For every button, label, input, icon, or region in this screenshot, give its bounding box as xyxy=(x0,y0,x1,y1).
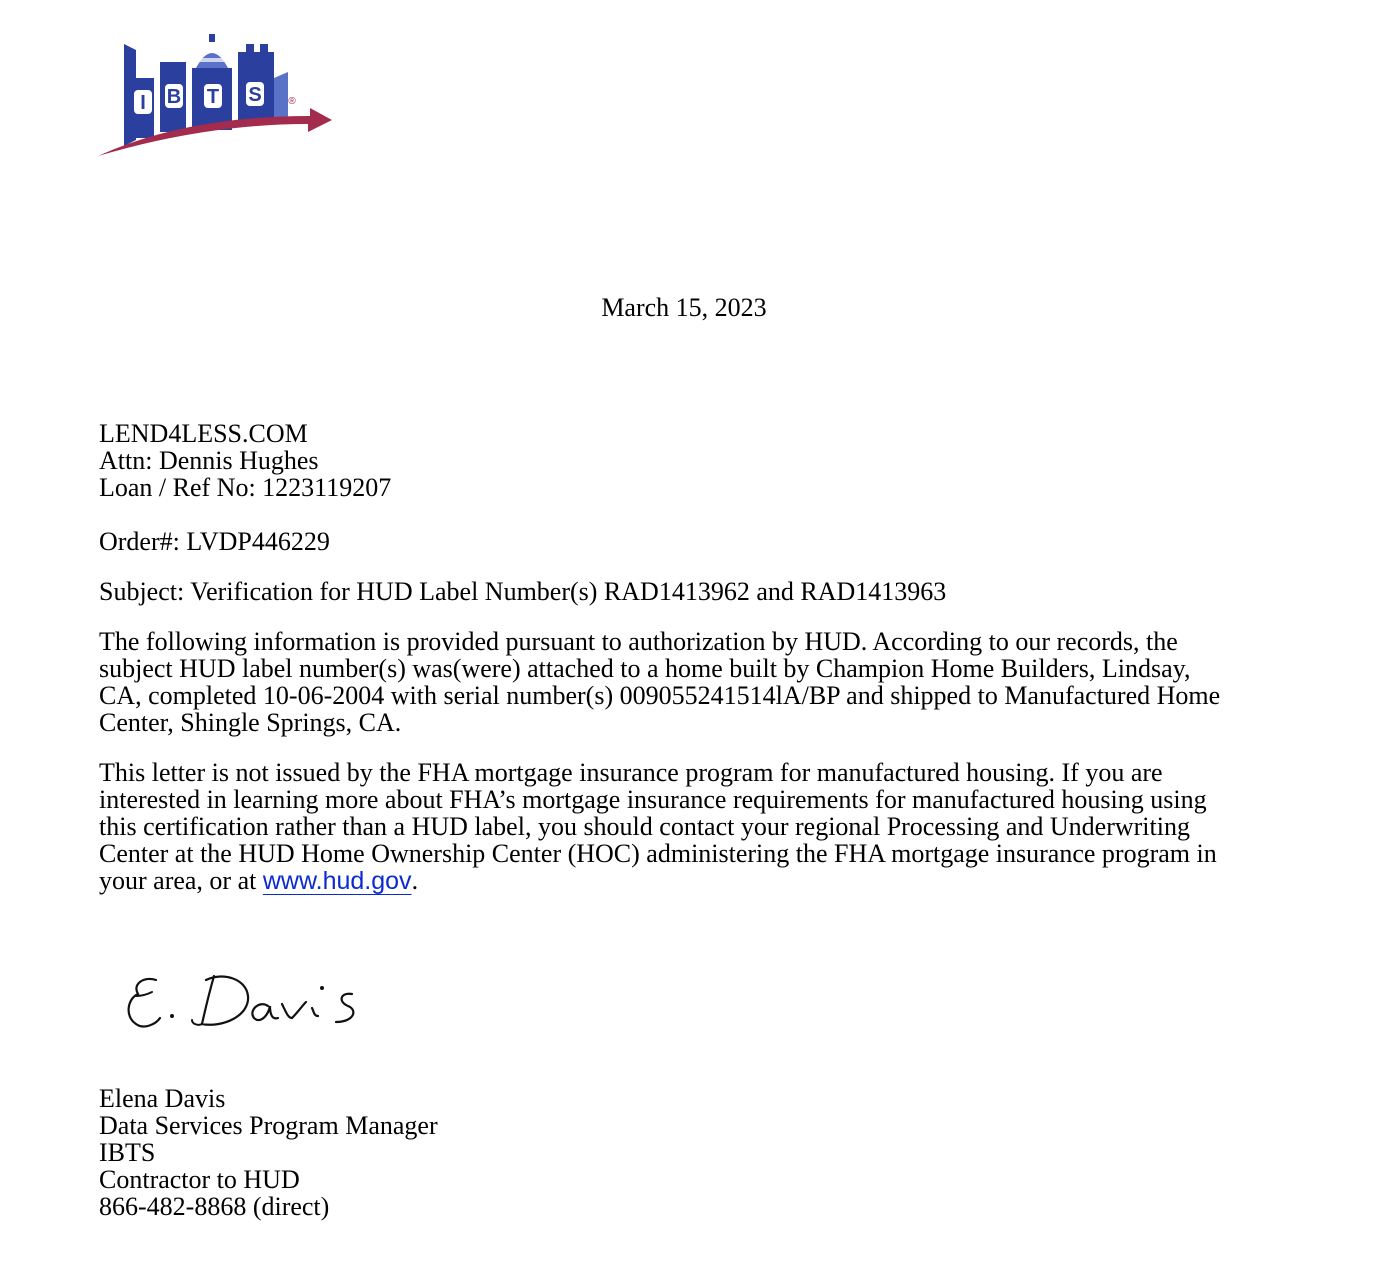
paragraph-disclaimer xyxy=(99,759,1289,895)
signer-title: Data Services Program Manager xyxy=(99,1111,438,1140)
paragraph-last-suffix: . xyxy=(411,866,419,895)
paragraph-line: interested in learning more about FHA’s mortgage insurance requirements for manufactured housing using xyxy=(99,785,1207,814)
paragraph-line-last xyxy=(99,867,1289,895)
logo-tower xyxy=(246,44,254,54)
logo-letter-t: T xyxy=(206,86,220,108)
paragraph-line: This letter is not issued by the FHA mortgage insurance program for manufactured housing. If you are xyxy=(99,758,1163,787)
signer-role: Contractor to HUD xyxy=(99,1165,300,1194)
paragraph-line: subject HUD label number(s) was(were) attached to a home built by Champion Home Builders, Lindsay, xyxy=(99,654,1191,683)
handwritten-signature xyxy=(122,966,372,1038)
signature-block xyxy=(99,1085,1289,1220)
signer-name: Elena Davis xyxy=(99,1084,226,1113)
hud-website-link[interactable]: www.hud.gov xyxy=(262,867,412,895)
paragraph-line: The following information is provided pursuant to authorization by HUD. According to our records, the xyxy=(99,627,1178,656)
paragraph-line: Center, Shingle Springs, CA. xyxy=(99,708,402,737)
paragraph-line: Center at the HUD Home Ownership Center (HOC) administering the FHA mortgage insurance program in xyxy=(99,839,1217,868)
recipient-attn: Attn: Dennis Hughes xyxy=(99,446,319,475)
recipient-address xyxy=(99,420,1289,501)
logo-letter-i: I xyxy=(140,92,146,114)
logo-letter-b: B xyxy=(166,86,182,108)
paragraph-line: this certification rather than a HUD label, you should contact your regional Processing and Underwriting xyxy=(99,812,1190,841)
logo-registered-mark: ® xyxy=(288,96,296,107)
ibts-logo xyxy=(96,32,336,160)
recipient-loan-ref: Loan / Ref No: 1223119207 xyxy=(99,473,392,502)
paragraph-line: CA, completed 10-06-2004 with serial number(s) 009055241514lA/BP and shipped to Manufactured Home xyxy=(99,681,1221,710)
paragraph-verification xyxy=(99,628,1289,736)
recipient-company: LEND4LESS.COM xyxy=(99,419,308,448)
letter-date: March 15, 2023 xyxy=(601,293,767,322)
logo-letter-s: S xyxy=(248,84,262,106)
signer-phone: 866-482-8868 (direct) xyxy=(99,1192,330,1221)
signer-org: IBTS xyxy=(99,1138,156,1167)
order-number: Order#: LVDP446229 xyxy=(99,527,330,556)
subject-line: Subject: Verification for HUD Label Number(s) RAD1413962 and RAD1413963 xyxy=(99,577,947,606)
paragraph-last-prefix: your area, or at xyxy=(99,866,263,895)
